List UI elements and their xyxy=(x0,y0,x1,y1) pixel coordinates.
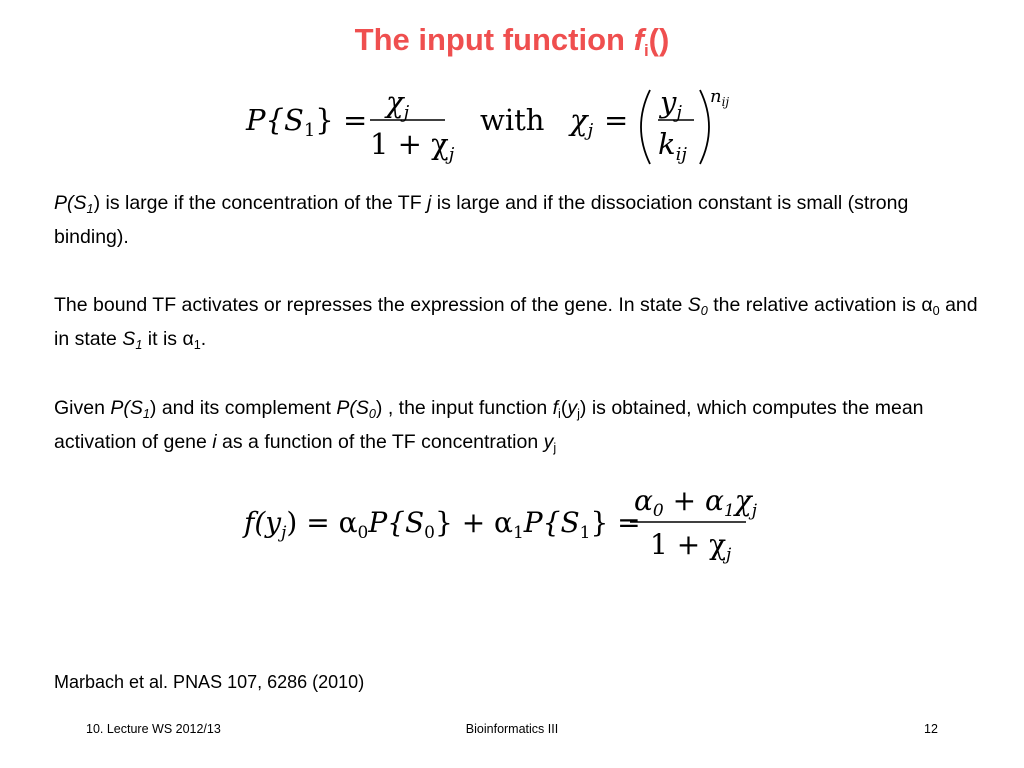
svg-text:with: with xyxy=(480,103,545,137)
svg-text:1 + χj: $1 + \chi_j$ xyxy=(650,528,732,565)
svg-text:α0 + α1χj: $\alpha_0 + \alpha_1\chi_j$ xyxy=(634,484,757,521)
equation-f-yj xyxy=(238,482,758,568)
svg-text:1 + χj: $1 + \chi_j$ xyxy=(370,127,455,165)
svg-text:yj: $y_j$ xyxy=(660,85,682,123)
footer-lecture: 10. Lecture WS 2012/13 xyxy=(86,722,221,736)
svg-text:kij: $k_{ij}$ xyxy=(658,127,687,165)
reference-citation: Marbach et al. PNAS 107, 6286 (2010) xyxy=(54,672,365,692)
svg-text:=: = xyxy=(604,103,629,137)
footer-course: Bioinformatics III xyxy=(465,722,559,736)
paragraph-input-function: Given $P(S_1)$ and its complement $P(S_0)$ , the input function $f_i(y_j)$ is obtained, which computes the mean activation of gene i as a function of the TF concentration $y_j$ xyxy=(54,397,924,455)
equation-p-s1 xyxy=(240,84,740,170)
svg-text:P{S1} =: $P\{S_1\}$ = xyxy=(246,103,368,141)
svg-text:nij: $n_{ij}$ xyxy=(710,86,730,109)
footer-page-number: 12 xyxy=(924,722,938,736)
svg-text:f(yj) = α0P{S0} + α1P{S1} =: $f(y_j) = \alpha_0P\{S_0\} + \alpha_1P\{S_1\}$ = xyxy=(244,506,641,543)
paragraph-activation-states: The bound TF activates or represses the expression of the gene. In state $S_0$ the relative activation is $\alpha_0$ and in state $S_1$ it is $\alpha_1$. xyxy=(54,294,978,352)
svg-text:χj: $\chi_j$ xyxy=(570,103,594,141)
paragraph-p-s1-description: $P(S_1)$ is large if the concentration of the TF j is large and if the dissociation constant is small (strong binding). xyxy=(54,192,909,248)
svg-text:χj: $\chi_j$ xyxy=(386,85,410,123)
slide-title: The input function $f_i()$ xyxy=(354,22,670,60)
